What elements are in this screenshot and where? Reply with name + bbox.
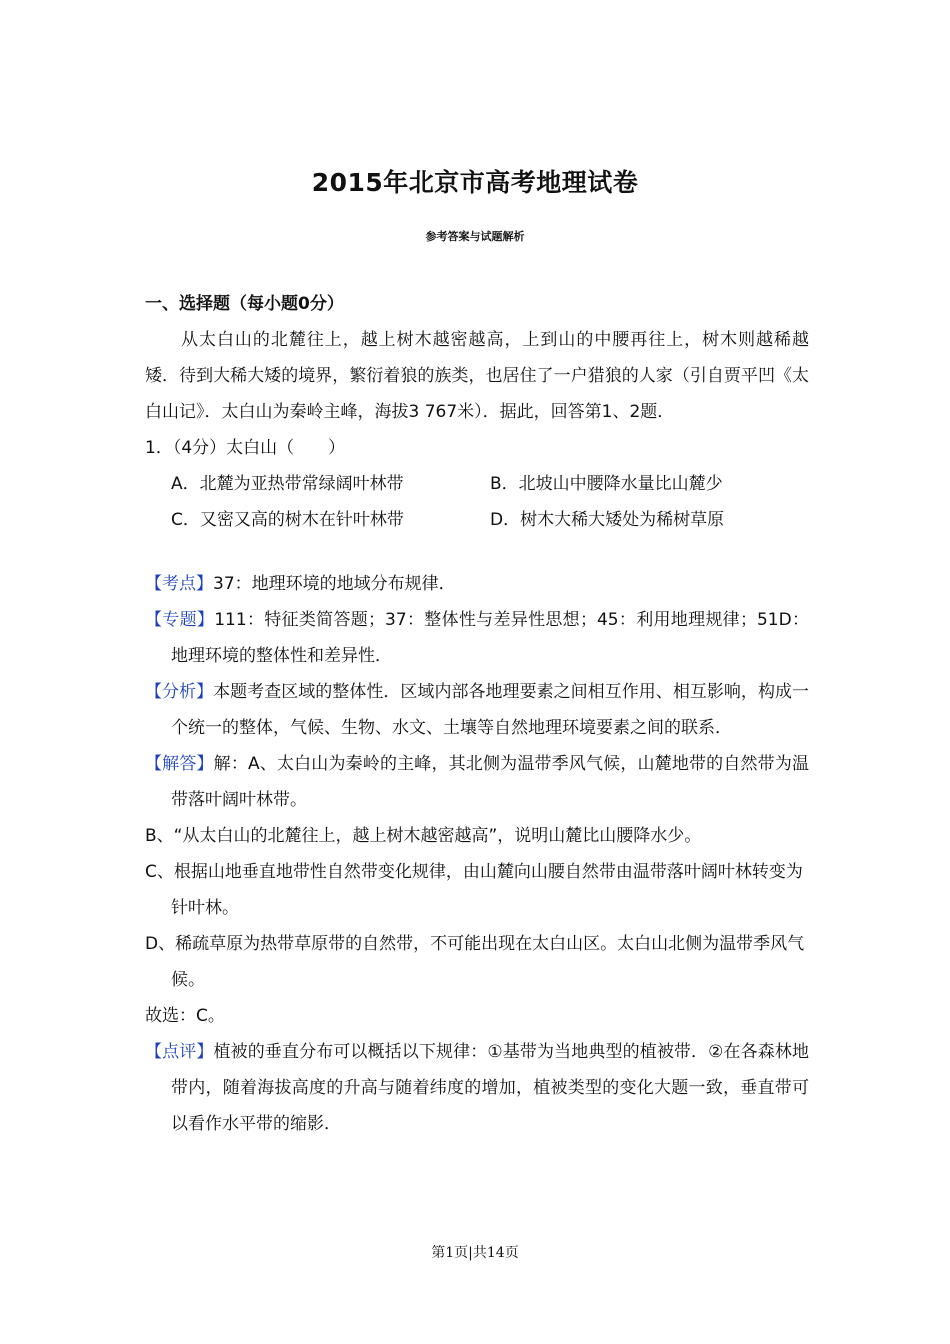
zhuanti-tag: 【专题】: [145, 610, 215, 630]
fenxi-text: 本题考查区域的整体性．区域内部各地理要素之间相互作用、相互影响，构成一个统一的整体，气候、生物、水文、土壤等自然地理环境要素之间的联系．: [171, 682, 810, 738]
fenxi-tag: 【分析】: [145, 682, 214, 702]
fenxi-block: [145, 674, 809, 746]
option-d: D．树木大稀大矮处为稀树草原: [490, 510, 725, 530]
jieda-text: 解：A、太白山为秦岭的主峰，其北侧为温带季风气候，山麓地带的自然带为温带落叶阔叶林带。: [171, 754, 809, 810]
options-row: [171, 502, 809, 538]
spacer: [145, 538, 809, 566]
page-title: 2015年北京市高考地理试卷: [311, 168, 639, 197]
kaodian-block: [145, 566, 809, 602]
kaodian-tag: 【考点】: [145, 574, 213, 594]
zhuanti-text: 111：特征类简答题；37：整体性与差异性思想；45：利用地理规律；51D：地理环境的整体性和差异性．: [171, 610, 810, 666]
document-body: [145, 286, 809, 1142]
section-heading: 一、选择题（每小题0分）: [145, 294, 344, 314]
dianping-tag: 【点评】: [145, 1042, 214, 1062]
answer-options: [171, 466, 809, 538]
dianping-text: 植被的垂直分布可以概括以下规律：①基带为当地典型的植被带．②在各森林地带内，随着海拔高度的升高与随着纬度的增加，植被类型的变化大题一致，垂直带可以看作水平带的缩影．: [171, 1042, 810, 1134]
explanation-c: C、根据山地垂直地带性自然带变化规律，由山麓向山腰自然带由温带落叶阔叶林转变为针叶林。: [145, 862, 803, 918]
answer-line: 故选：C。: [145, 1006, 225, 1026]
dianping-block: [145, 1034, 809, 1142]
reading-passage: 从太白山的北麓往上，越上树木越密越高，上到山的中腰再往上，树木则越稀越矮．待到大稀大矮的境界，繁衍着狼的族类，也居住了一户猎狼的人家（引自贾平凹《太白山记》．太白山为秦岭主峰，海拔3 767米）．据此，回答第1、2题．: [145, 330, 809, 422]
jieda-tag: 【解答】: [145, 754, 214, 774]
options-row: [171, 466, 809, 502]
explanation-d: D、稀疏草原为热带草原带的自然带，不可能出现在太白山区。太白山北侧为温带季风气候。: [145, 934, 805, 990]
explanation-b: B、“从太白山的北麓往上，越上树木越密越高”，说明山麓比山腰降水少。: [145, 826, 702, 846]
question-stem: 1．（4分）太白山（ ）: [145, 438, 346, 458]
page-subtitle: 参考答案与试题解析: [425, 230, 525, 243]
jieda-block: [145, 746, 809, 818]
option-c: C．又密又高的树木在针叶林带: [171, 510, 404, 530]
kaodian-text: 37：地理环境的地域分布规律．: [213, 574, 456, 594]
option-b: B．北坡山中腰降水量比山麓少: [490, 474, 723, 494]
page-footer: 第1页|共14页: [431, 1245, 519, 1261]
option-a: A．北麓为亚热带常绿阔叶林带: [171, 474, 404, 494]
zhuanti-block: [145, 602, 809, 674]
